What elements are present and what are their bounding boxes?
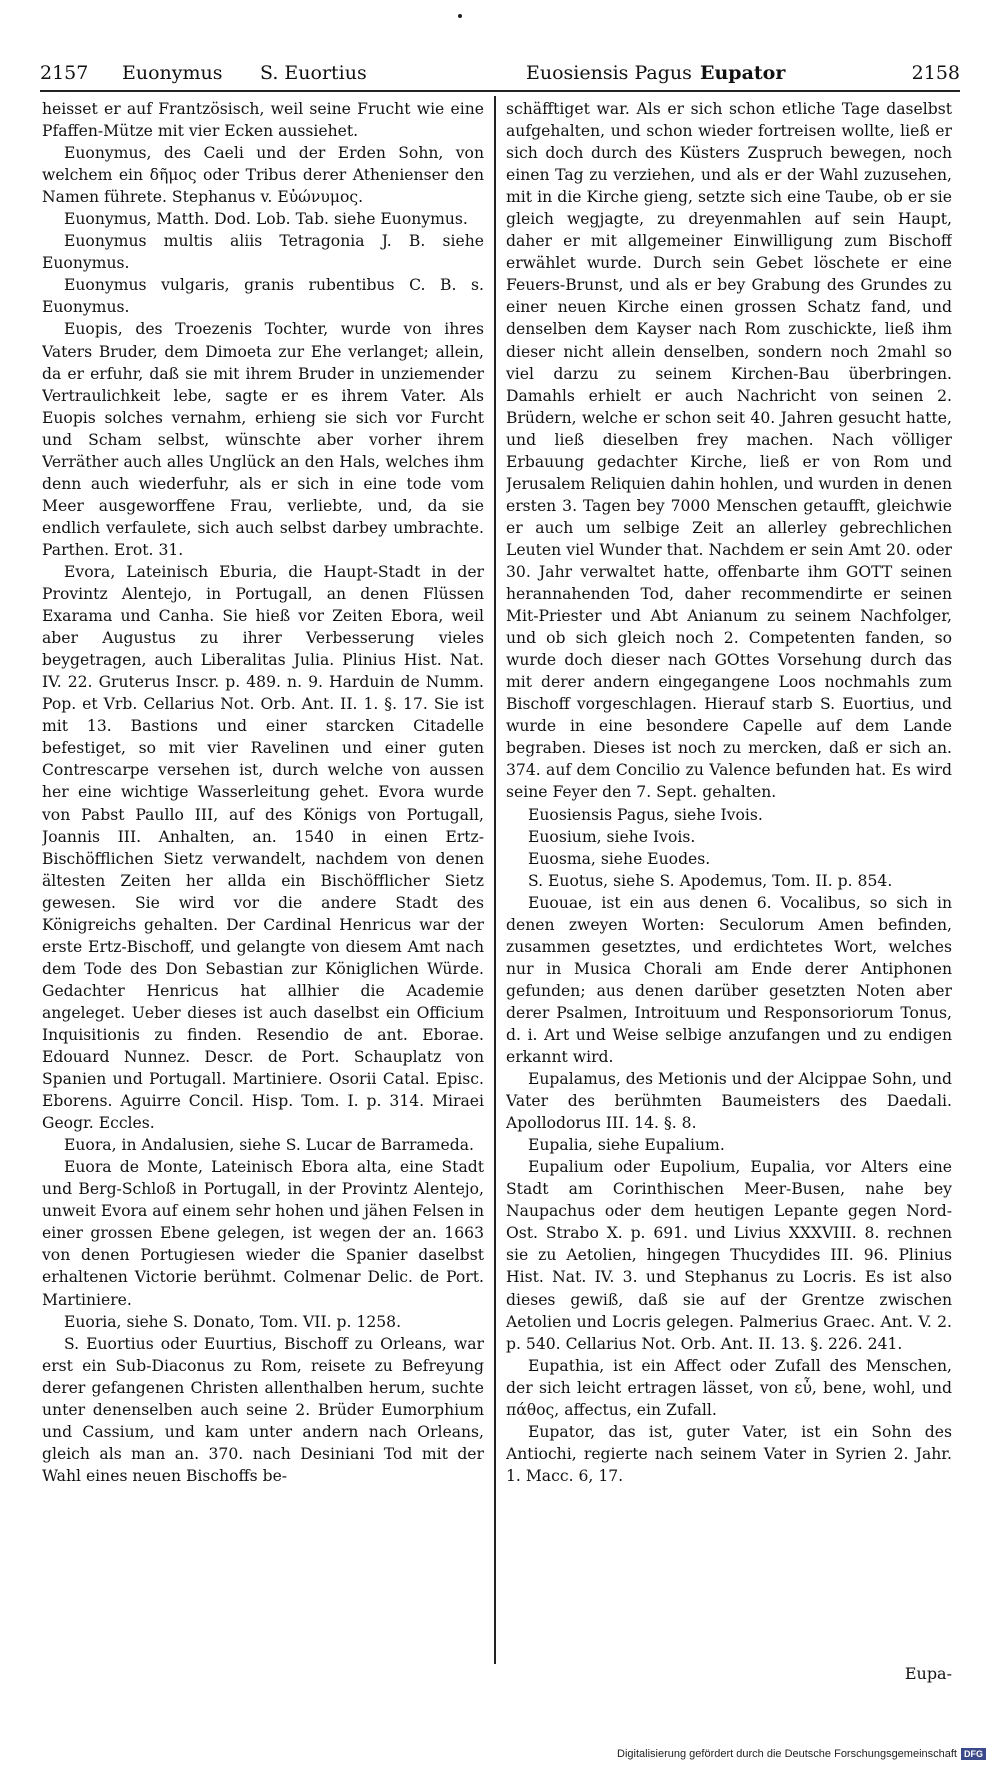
entry-paragraph: Euonymus vulgaris, granis rubentibus C. B. s. Euonymus. [42,276,484,317]
entry-paragraph: Eupator, das ist, guter Vater, ist ein Sohn des Antiochi, regierte nach seinem Vater in Syrien 2. Jahr. 1. Macc. 6, 17. [506,1422,952,1485]
entry-paragraph: Eupalamus, des Metionis und der Alcippae Sohn, und Vater des berühmten Baumeisters des Daedali. Apollodorus III. 14. §. 8. [506,1070,952,1133]
left-page-number: 2157 [40,62,89,84]
entry-paragraph: Euosma, siehe Euodes. [528,849,711,868]
catchword: Eupa- [904,1664,952,1683]
right-page-number: 2158 [911,62,960,84]
left-column [42,98,484,1658]
header-rule [40,90,960,92]
right-catchword-1: Euosiensis Pagus [526,62,692,84]
right-column [506,98,952,1658]
entry-paragraph: Euosiensis Pagus, siehe Ivois. [528,805,763,824]
footer-text: Digitalisierung gefördert durch die Deutsche Forschungsgemeinschaft [617,1748,957,1760]
entry-paragraph: Euoria, siehe S. Donato, Tom. VII. p. 1258. [64,1312,402,1331]
entry-paragraph: Euonymus multis aliis Tetragonia J. B. siehe Euonymus. [42,232,484,273]
left-catchword-2: S. Euortius [260,62,367,84]
entry-paragraph: Euonymus, des Caeli und der Erden Sohn, von welchem ein δῆμος oder Tribus derer Athenienser den Namen führete. Stephanus v. Εὐώνυμος. [42,144,484,207]
entry-paragraph: heisset er auf Frantzösisch, weil seine Frucht wie eine Pfaffen-Mütze mit vier Ecken aussiehet. [42,100,484,141]
entry-paragraph: Euouae, ist ein aus denen 6. Vocalibus, so sich in denen zweyen Worten: Seculorum Amen befinden, zusammen gesetztes, und erdichtetes Wort, welches nur in Musica Chorali am Ende derer Antiphonen gefunden; aus denen darüber gesetzten Noten aber derer Psalmen, Introituum und Responsoriorum Tonus, d. i. Art und Weise selbige anzufangen und zu endigen erkannt wird. [506,893,952,1067]
entry-paragraph: S. Euortius oder Euurtius, Bischoff zu Orleans, war erst ein Sub-Diaconus zu Rom, reisete zu Befreyung derer gefangenen Christen allenthalben herum, suchte unter denenselben auch seine 2. Brüder Eumorphium und Cassium, und kam unter andern nach Orleans, gleich als man an. 370. nach Desiniani Tod mit der Wahl eines neuen Bischoffs be- [42,1334,484,1485]
left-catchword-1: Euonymus [122,62,223,84]
entry-paragraph: Euora de Monte, Lateinisch Ebora alta, eine Stadt und Berg-Schloß in Portugall, in der Provintz Alentejo, unweit Evora auf einem sehr hohen und jähen Felsen in einer grossen Ebene gelegen, ist wegen der an. 1663 von denen Portugiesen wieder die Spanier daselbst erhaltenen Victorie berühmt. Colmenar Delic. de Port. Martiniere. [42,1158,484,1309]
entry-paragraph: Eupalium oder Eupolium, Eupalia, vor Alters eine Stadt am Corinthischen Meer-Busen, nahe bey Naupachus oder dem heutigen Lepante gegen Nord-Ost. Strabo X. p. 691. und Livius XXXVIII. 8. rechnen sie zu Aetolien, hingegen Thucydides III. 96. Plinius Hist. Nat. IV. 3. und Stephanus zu Locris. Es ist also dieses gewiß, daß sie auf der Grentze zwischen Aetolien und Locris gelegen. Palmerius Graec. Ant. V. 2. p. 540. Cellarius Not. Orb. Ant. II. 13. §. 226. 241. [506,1158,952,1353]
entry-paragraph: Eupalia, siehe Eupalium. [528,1136,725,1155]
running-header [40,62,960,92]
entry-paragraph: Eupathia, ist ein Affect oder Zufall des Menschen, der sich leicht ertragen lässet, von εὖ, bene, wohl, und πάθος, affectus, ein Zufall. [506,1356,952,1419]
entry-paragraph: Evora, Lateinisch Eburia, die Haupt-Stadt in der Provintz Alentejo, in Portugall, an denen Flüssen Exarama und Canha. Sie hieß vor Zeiten Ebora, weil aber Augustus zu ihrer Verbesserung vieles beygetragen, auch Liberalitas Julia. Plinius Hist. Nat. IV. 22. Gruterus Inscr. p. 489. n. 9. Harduin de Numm. Pop. et Vrb. Cellarius Not. Orb. Ant. II. 1. §. 17. Sie ist mit 13. Bastions und einer starcken Citadelle befestiget, so mit vier Ravelinen und einer guten Contrescarpe versehen ist, durch welche von aussen her eine wichtige Wasserleitung gehet. Evora wurde von Pabst Paullo III, auf des Königs von Portugall, Joannis III. Anhalten, an. 1540 in einen Ertz-Bischöfflichen Sietz verwandelt, nachdem von denen ältesten Zeiten her allda ein Bischöfflicher Sietz gewesen. Sie wird vor die andere Stadt des Königreichs gehalten. Der Cardinal Henricus war der erste Ertz-Bischoff, und gelangte von diesem Amt nach dem Tode des Don Sebastian zur Königlichen Würde. Gedachter Henricus hat allhier die Academie angeleget. Ueber dieses ist auch daselbst ein Officium Inquisitionis zu finden. Resendio de ant. Eborae. Edouard Nunnez. Descr. de Port. Schauplatz von Spanien und Portugall. Martiniere. Osorii Catal. Episc. Eborens. Aguirre Concil. Hisp. Tom. I. p. 314. Miraei Geogr. Eccles. [42,562,484,1133]
entry-paragraph: S. Euotus, siehe S. Apodemus, Tom. II. p. 854. [528,871,893,890]
entry-paragraph: Euora, in Andalusien, siehe S. Lucar de Barrameda. [64,1136,474,1155]
entry-paragraph: schäfftiget war. Als er sich schon etliche Tage daselbst aufgehalten, und schon wieder fortreisen wollte, ließ er sich doch durch des Küsters Zuspruch bewegen, noch einen Tag zu verziehen, und als er der Wahl zuzusehen, mit in die Kirche gieng, setzte sich eine Taube, ob er sie gleich wegjagte, zu dreyenmahlen auf sein Haupt, daher er mit allgemeiner Einwilligung zum Bischoff erwählet wurde. Durch sein Gebet löschete er eine Feuers-Brunst, und als er bey Grabung des Grundes zu einer neuen Kirche einen grossen Schatz fand, und denselben dem Kayser nach Rom zuschickte, ließ ihm dieser nicht allein denselben, sondern noch 2mahl so viel darzu zu seinem Kirchen-Bau überbringen. Damahls erhielt er auch Nachricht von seinen 2. Brüdern, welche er schon seit 40. Jahren gesucht hatte, und ließ dieselben frey machen. Nach völliger Erbauung gedachter Kirche, ließ er von Rom und Jerusalem Reliquien dahin hohlen, und wurden in denen ersten 3. Tagen bey 7000 Menschen getaufft, gleichwie er auch um selbige Zeit an allerley gebrechlichen Leuten viel Wunder that. Nachdem er sein Amt 20. oder 30. Jahr verwaltet hatte, offenbarte ihm GOTT seinen herannahenden Tod, daher recommendirte er seinen Mit-Priester und Abt Anianum zu seinem Nachfolger, und ob sich gleich noch 2. Competenten fanden, so wurde doch dieser nach GOttes Vorsehung durch das mit derer andern eingegangene Loos nochmahls zum Bischoff vorgeschlagen. Hierauf starb S. Euortius, und wurde in eine besondere Capelle auf dem Lande begraben. Dieses ist noch zu mercken, daß er sich an. 374. auf dem Concilio zu Valence befunden hat. Es wird seine Feyer den 7. Sept. gehalten. [506,100,952,802]
footer-credit [617,1748,986,1760]
entry-paragraph: Euosium, siehe Ivois. [528,827,696,846]
right-catchword-2: Eupator [700,62,786,84]
printer-mark [458,14,462,18]
entry-paragraph: Euonymus, Matth. Dod. Lob. Tab. siehe Euonymus. [64,210,468,229]
entry-paragraph: Euopis, des Troezenis Tochter, wurde von ihres Vaters Bruder, dem Dimoeta zur Ehe verlanget; allein, da er erfuhr, daß sie mit ihrem Bruder in unziemender Vertraulichkeit lebe, sagte er es ihrem Vater. Als Euopis solches vernahm, erhieng sie sich vor Furcht und Scham selbst, wünschte aber vorher ihrem Verräther auch alles Unglück an den Hals, welches ihm denn auch wiederfuhr, als er sich in eine tode vom Meer ausgeworffene Frau, verliebte, und, da sie endlich verfaulete, sich auch selbst darbey umbrachte. Parthen. Erot. 31. [42,320,484,559]
dfg-logo: DFG [961,1748,986,1760]
column-divider [494,96,496,1664]
